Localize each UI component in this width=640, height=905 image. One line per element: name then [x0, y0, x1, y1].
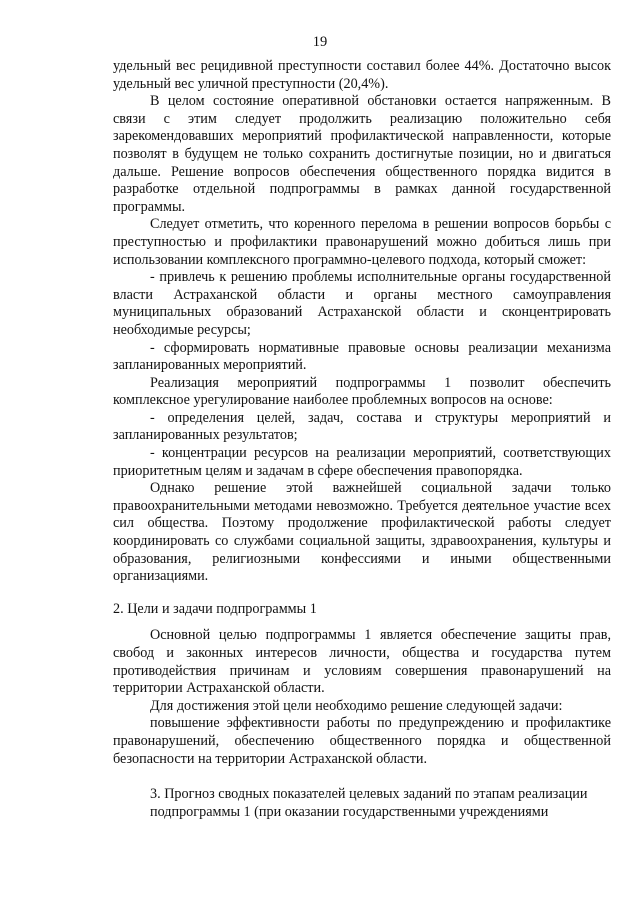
- section-spacer: [113, 768, 611, 786]
- paragraph: В целом состояние оперативной обстановки остается напряженным. В связи с этим следует продолжить реализацию положительно себя зарекомендовавших мероприятий профилактической направленности, которые позволят в будущем не только сохранить достигнутые позиции, но и двигаться дальше. Решение вопросов обеспечения общественного порядка видится в разработке отдельной подпрограммы в рамках данной государственной программы.: [113, 93, 611, 215]
- heading-spacer: [113, 618, 611, 627]
- page-number: 19: [312, 34, 328, 50]
- paragraph: Основной целью подпрограммы 1 является обеспечение защиты прав, свобод и законных интересов личности, общества и государства путем противодействия причинам и условиям совершения правонарушений на территории Астраханской области.: [113, 627, 611, 697]
- section-heading-line-2: подпрограммы 1 (при оказании государственными учреждениями: [150, 803, 549, 820]
- paragraph: повышение эффективности работы по предупреждению и профилактике правонарушений, обеспечению общественного порядка и общественной безопасности на территории Астраханской области.: [113, 715, 611, 767]
- document-body: [113, 58, 611, 821]
- list-item: - концентрации ресурсов на реализации мероприятий, соответствующих приоритетным целям и задачам в сфере обеспечения правопорядка.: [113, 445, 611, 479]
- paragraph: удельный вес рецидивной преступности составил более 44%. Достаточно высок удельный вес уличной преступности (20,4%).: [113, 58, 611, 92]
- section-heading-line-1: 3. Прогноз сводных показателей целевых заданий по этапам реализации: [150, 786, 588, 803]
- list-item: - сформировать нормативные правовые основы реализации механизма запланированных мероприятий.: [113, 339, 611, 374]
- list-item: - привлечь к решению проблемы исполнительные органы государственной власти Астраханской области и органы местного самоуправления муниципальных образований Астраханской области и сконцентрировать необходимые ресурсы;: [113, 269, 611, 338]
- section-heading: 2. Цели и задачи подпрограммы 1: [113, 600, 317, 617]
- paragraph: Реализация мероприятий подпрограммы 1 позволит обеспечить комплексное урегулирование наиболее проблемных вопросов на основе:: [113, 374, 611, 409]
- paragraph: Следует отметить, что коренного перелома в решении вопросов борьбы с преступностью и профилактики правонарушений можно добиться лишь при использовании комплексного программно-целевого подхода, который сможет:: [113, 216, 611, 268]
- list-item: - определения целей, задач, состава и структуры мероприятий и запланированных результатов;: [113, 409, 611, 444]
- section-spacer: [113, 586, 611, 601]
- paragraph: Для достижения этой цели необходимо решение следующей задачи:: [150, 697, 563, 714]
- paragraph: Однако решение этой важнейшей социальной задачи только правоохранительными методами невозможно. Требуется деятельное участие всех сил общества. Поэтому продолжение профилактической работы следует координировать со службами социальной защиты, здравоохранения, культуры и образования, религиозными конфессиями и иными общественными организациями.: [113, 480, 611, 585]
